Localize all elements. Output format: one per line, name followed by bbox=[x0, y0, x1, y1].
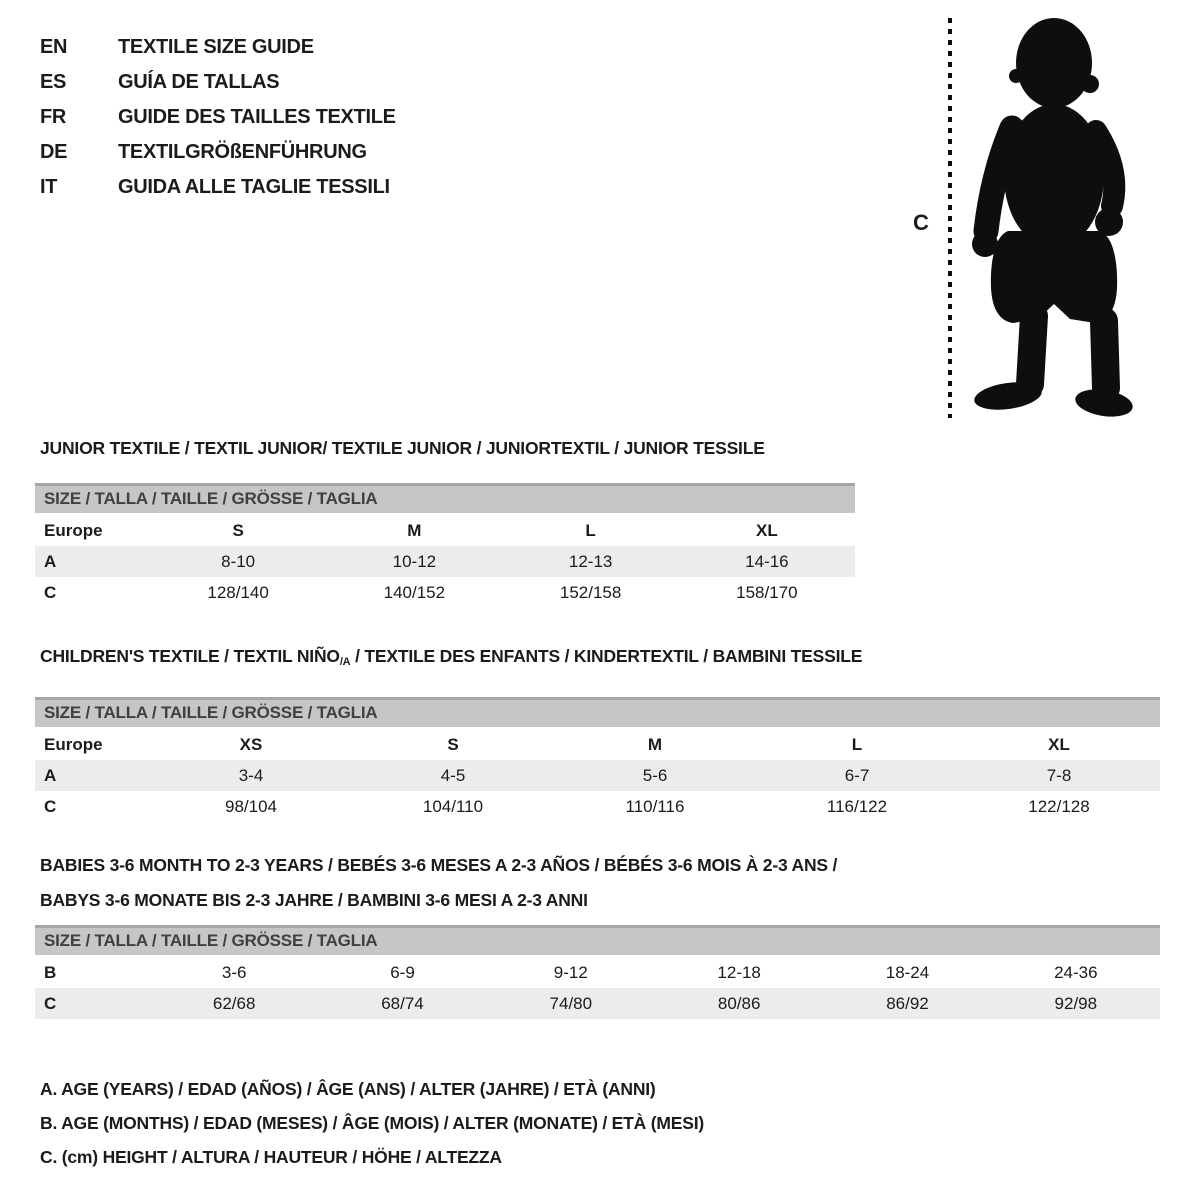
lang-code: FR bbox=[40, 106, 67, 128]
lang-code: IT bbox=[40, 176, 58, 198]
cell-value: 68/74 bbox=[381, 994, 424, 1013]
row-label: C bbox=[44, 583, 57, 602]
cell-value: L bbox=[585, 521, 596, 540]
section-title-text: JUNIOR TEXTILE / TEXTIL JUNIOR/ TEXTILE JUNIOR / JUNIORTEXTIL / JUNIOR TESSILE bbox=[40, 438, 765, 458]
table-row-a bbox=[35, 760, 1160, 791]
table-row-c bbox=[35, 988, 1160, 1019]
cell-value: 14-16 bbox=[745, 552, 789, 571]
row-label: A bbox=[44, 766, 57, 785]
table-row-a bbox=[35, 546, 855, 577]
section-title-text: BABIES 3-6 MONTH TO 2-3 YEARS / BEBÉS 3-6 MESES A 2-3 AÑOS / BÉBÉS 3-6 MOIS À 2-3 ANS / bbox=[40, 855, 838, 875]
cell-value: 12-13 bbox=[568, 552, 613, 571]
cell-value: 9-12 bbox=[553, 963, 588, 982]
lang-code: ES bbox=[40, 71, 67, 93]
cell-value: 122/128 bbox=[1028, 797, 1090, 816]
table-row-b bbox=[35, 957, 1160, 988]
cell-value: 8-10 bbox=[221, 552, 256, 571]
cell-value: 3-4 bbox=[238, 766, 264, 785]
cell-value: 116/122 bbox=[826, 797, 888, 816]
lang-code: DE bbox=[40, 141, 68, 163]
section-title-line bbox=[40, 437, 855, 459]
cell-value: 158/170 bbox=[736, 583, 798, 602]
size-header-bar bbox=[35, 483, 855, 513]
size-header-text: SIZE / TALLA / TAILLE / GRÖSSE / TAGLIA bbox=[44, 703, 378, 722]
section-babies bbox=[35, 848, 1160, 1019]
section-junior-textile bbox=[35, 437, 855, 608]
cell-value: 3-6 bbox=[221, 963, 247, 982]
lang-title: GUÍA DE TALLAS bbox=[118, 71, 280, 93]
size-table bbox=[35, 729, 1160, 822]
cell-value: 80/86 bbox=[717, 994, 761, 1013]
row-label: Europe bbox=[44, 521, 103, 540]
lang-title: GUIDA ALLE TAGLIE TESSILI bbox=[118, 176, 390, 198]
cell-value: 4-5 bbox=[440, 766, 466, 785]
size-header-bar bbox=[35, 697, 1160, 727]
cell-value: M bbox=[647, 735, 663, 754]
lang-row-en bbox=[40, 30, 396, 65]
cell-value: XS bbox=[239, 735, 263, 754]
cell-value: 104/110 bbox=[422, 797, 484, 816]
cell-value: 152/158 bbox=[559, 583, 622, 602]
section-title bbox=[35, 645, 1160, 673]
lang-title: TEXTILE SIZE GUIDE bbox=[118, 36, 314, 58]
cell-value: 12-18 bbox=[717, 963, 761, 982]
lang-code: EN bbox=[40, 36, 68, 58]
table-row-c bbox=[35, 577, 855, 608]
cell-value: 5-6 bbox=[642, 766, 668, 785]
cell-value: S bbox=[447, 735, 459, 754]
toddler-silhouette bbox=[966, 16, 1136, 418]
cell-value: 6-7 bbox=[844, 766, 870, 785]
section-title-text: / TEXTILE DES ENFANTS / KINDERTEXTIL / BAMBINI TESSILE bbox=[350, 646, 863, 666]
lang-title: TEXTILGRÖßENFÜHRUNG bbox=[118, 141, 367, 163]
cell-value: 92/98 bbox=[1054, 994, 1098, 1013]
cell-value: 110/116 bbox=[625, 797, 685, 816]
section-title-text: CHILDREN'S TEXTILE / TEXTIL NIÑO bbox=[40, 646, 340, 666]
row-label: C bbox=[44, 797, 57, 816]
footnote-b: B. AGE (MONTHS) / EDAD (MESES) / ÂGE (MOIS) / ALTER (MONATE) / ETÀ (MESI) bbox=[40, 1113, 704, 1133]
size-header-bar bbox=[35, 925, 1160, 955]
footnote-legend bbox=[40, 1072, 704, 1174]
row-label: A bbox=[44, 552, 57, 571]
lang-title: GUIDE DES TAILLES TEXTILE bbox=[118, 106, 396, 128]
cell-value: 10-12 bbox=[392, 552, 437, 571]
height-measure-label: C bbox=[913, 210, 929, 235]
table-row-c bbox=[35, 791, 1160, 822]
cell-value: 24-36 bbox=[1054, 963, 1098, 982]
size-header-text: SIZE / TALLA / TAILLE / GRÖSSE / TAGLIA bbox=[44, 489, 378, 508]
cell-value: XL bbox=[756, 521, 778, 540]
height-measure-dashed-line bbox=[948, 18, 952, 418]
cell-value: 7-8 bbox=[1046, 766, 1072, 785]
cell-value: M bbox=[407, 521, 422, 540]
section-title-subscript: /A bbox=[339, 656, 351, 668]
table-row-europe bbox=[35, 515, 855, 546]
section-title-line bbox=[40, 883, 1160, 918]
cell-value: XL bbox=[1048, 735, 1070, 754]
row-label: B bbox=[44, 963, 57, 982]
lang-row-es bbox=[40, 65, 396, 100]
cell-value: 86/92 bbox=[886, 994, 929, 1013]
cell-value: 6-9 bbox=[390, 963, 415, 982]
cell-value: 140/152 bbox=[383, 583, 446, 602]
cell-value: S bbox=[232, 521, 244, 540]
table-row-europe bbox=[35, 729, 1160, 760]
cell-value: L bbox=[851, 735, 863, 754]
lang-row-it bbox=[40, 170, 396, 205]
section-childrens-textile bbox=[35, 645, 1160, 822]
size-table bbox=[35, 515, 855, 608]
section-title bbox=[35, 437, 855, 459]
section-title-line bbox=[40, 848, 1160, 883]
row-label: Europe bbox=[44, 735, 103, 754]
section-title bbox=[35, 848, 1160, 918]
lang-row-de bbox=[40, 135, 396, 170]
cell-value: 62/68 bbox=[212, 994, 256, 1013]
cell-value: 98/104 bbox=[225, 797, 277, 816]
lang-row-fr bbox=[40, 100, 396, 135]
section-title-line bbox=[40, 645, 1160, 673]
footnote-c: C. (cm) HEIGHT / ALTURA / HAUTEUR / HÖHE / ALTEZZA bbox=[40, 1147, 502, 1167]
size-table bbox=[35, 957, 1160, 1019]
cell-value: 128/140 bbox=[207, 583, 269, 602]
section-title-text: BABYS 3-6 MONATE BIS 2-3 JAHRE / BAMBINI 3-6 MESI A 2-3 ANNI bbox=[40, 890, 588, 910]
cell-value: 74/80 bbox=[549, 994, 593, 1013]
language-title-block bbox=[40, 30, 396, 205]
footnote-a: A. AGE (YEARS) / EDAD (AÑOS) / ÂGE (ANS) / ALTER (JAHRE) / ETÀ (ANNI) bbox=[40, 1079, 656, 1099]
cell-value: 18-24 bbox=[885, 963, 930, 982]
row-label: C bbox=[44, 994, 57, 1013]
size-header-text: SIZE / TALLA / TAILLE / GRÖSSE / TAGLIA bbox=[44, 931, 378, 950]
